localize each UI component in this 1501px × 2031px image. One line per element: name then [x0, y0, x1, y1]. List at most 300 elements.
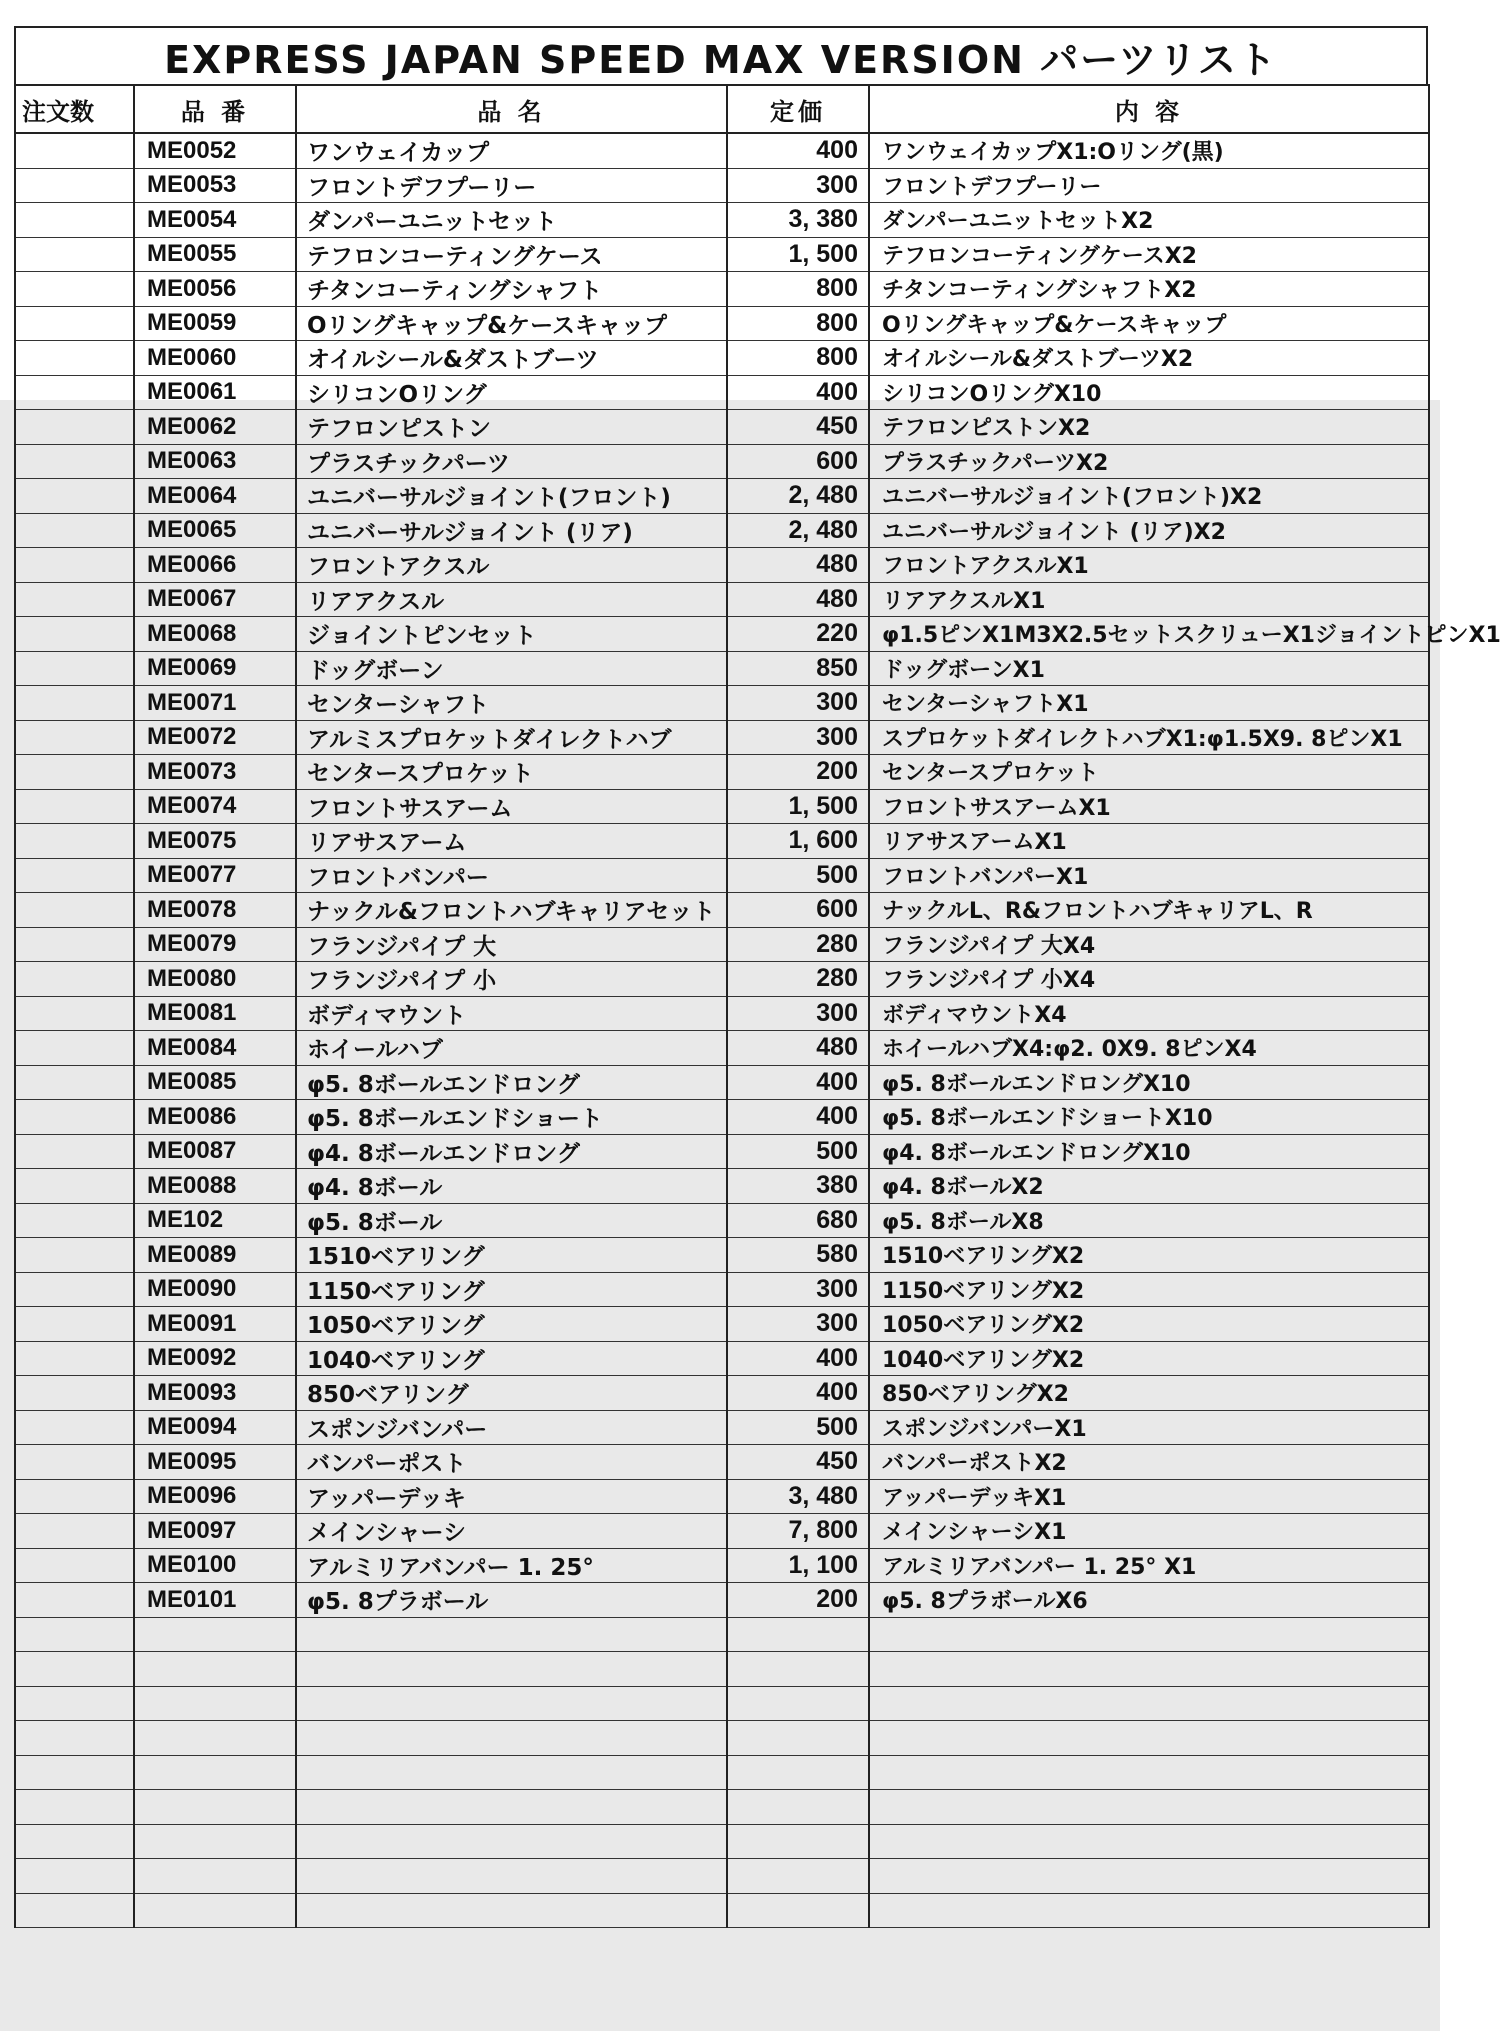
part-name-cell: ホイールハブ	[296, 1031, 727, 1066]
part-number-cell: ME0085	[134, 1065, 296, 1100]
order-qty-cell[interactable]	[15, 444, 134, 479]
part-number-cell: ME0091	[134, 1307, 296, 1342]
part-name-cell: ユニバーサルジョイント (リア)	[296, 513, 727, 548]
header-part-name: 品 名	[296, 85, 727, 133]
part-number-cell: ME0092	[134, 1341, 296, 1376]
contents-cell	[869, 1859, 1429, 1894]
contents-cell: テフロンピストンX2	[869, 410, 1429, 445]
table-row	[15, 1859, 1429, 1894]
part-name-cell: アルミリアバンパー 1. 25°	[296, 1548, 727, 1583]
part-name-cell: チタンコーティングシャフト	[296, 272, 727, 307]
price-cell	[727, 1893, 869, 1928]
table-row	[15, 1548, 1429, 1583]
contents-cell: オイルシール&ダストブーツX2	[869, 341, 1429, 376]
table-row	[15, 548, 1429, 583]
part-number-cell: ME0067	[134, 582, 296, 617]
contents-cell: Oリングキャップ&ケースキャップ	[869, 306, 1429, 341]
part-name-cell: ジョイントピンセット	[296, 617, 727, 652]
part-name-cell: アルミスプロケットダイレクトハブ	[296, 720, 727, 755]
order-qty-cell[interactable]	[15, 1134, 134, 1169]
part-name-cell: フロントバンパー	[296, 858, 727, 893]
order-qty-cell[interactable]	[15, 133, 134, 168]
contents-cell: 850ベアリングX2	[869, 1376, 1429, 1411]
price-cell	[727, 1617, 869, 1652]
title-bar	[14, 26, 1428, 84]
order-qty-cell[interactable]	[15, 1755, 134, 1790]
order-qty-cell[interactable]	[15, 237, 134, 272]
contents-cell: アッパーデッキX1	[869, 1479, 1429, 1514]
part-name-cell	[296, 1755, 727, 1790]
part-name-cell: シリコンOリング	[296, 375, 727, 410]
part-number-cell: ME0072	[134, 720, 296, 755]
part-name-cell	[296, 1617, 727, 1652]
price-cell: 500	[727, 1134, 869, 1169]
table-row	[15, 720, 1429, 755]
part-name-cell: φ5. 8ボール	[296, 1203, 727, 1238]
contents-cell: φ5. 8ボールX8	[869, 1203, 1429, 1238]
part-number-cell: ME0059	[134, 306, 296, 341]
part-number-cell: ME0100	[134, 1548, 296, 1583]
price-cell	[727, 1790, 869, 1825]
contents-cell: ワンウェイカップX1:Oリング(黒)	[869, 133, 1429, 168]
contents-cell: ダンパーユニットセットX2	[869, 203, 1429, 238]
part-name-cell: センターシャフト	[296, 686, 727, 721]
contents-cell: センタースプロケット	[869, 755, 1429, 790]
price-cell	[727, 1721, 869, 1756]
price-cell: 450	[727, 410, 869, 445]
parts-list-sheet	[14, 26, 1501, 1928]
part-name-cell: フロントデフプーリー	[296, 168, 727, 203]
table-row	[15, 927, 1429, 962]
order-qty-cell[interactable]	[15, 1514, 134, 1549]
price-cell: 300	[727, 1272, 869, 1307]
order-qty-cell[interactable]	[15, 996, 134, 1031]
order-qty-cell[interactable]	[15, 789, 134, 824]
price-cell: 500	[727, 858, 869, 893]
part-name-cell: リアアクスル	[296, 582, 727, 617]
order-qty-cell[interactable]	[15, 893, 134, 928]
part-name-cell: ボディマウント	[296, 996, 727, 1031]
contents-cell	[869, 1721, 1429, 1756]
order-qty-cell[interactable]	[15, 306, 134, 341]
price-cell	[727, 1824, 869, 1859]
table-row	[15, 341, 1429, 376]
part-name-cell: φ4. 8ボールエンドロング	[296, 1134, 727, 1169]
header-row	[15, 85, 1429, 133]
contents-cell	[869, 1893, 1429, 1928]
price-cell: 580	[727, 1238, 869, 1273]
part-number-cell: ME0056	[134, 272, 296, 307]
contents-cell: φ5. 8ボールエンドショートX10	[869, 1100, 1429, 1135]
part-name-cell: アッパーデッキ	[296, 1479, 727, 1514]
price-cell: 200	[727, 1583, 869, 1618]
part-number-cell: ME0079	[134, 927, 296, 962]
part-number-cell: ME0086	[134, 1100, 296, 1135]
part-number-cell: ME0097	[134, 1514, 296, 1549]
contents-cell	[869, 1652, 1429, 1687]
order-qty-cell[interactable]	[15, 927, 134, 962]
table-row	[15, 1479, 1429, 1514]
contents-cell: ホイールハブX4:φ2. 0X9. 8ピンX4	[869, 1031, 1429, 1066]
order-qty-cell[interactable]	[15, 341, 134, 376]
order-qty-cell[interactable]	[15, 1065, 134, 1100]
part-number-cell	[134, 1824, 296, 1859]
contents-cell: ドッグボーンX1	[869, 651, 1429, 686]
part-name-cell: オイルシール&ダストブーツ	[296, 341, 727, 376]
table-row	[15, 1721, 1429, 1756]
order-qty-cell[interactable]	[15, 410, 134, 445]
price-cell: 600	[727, 893, 869, 928]
price-cell: 480	[727, 548, 869, 583]
order-qty-cell[interactable]	[15, 168, 134, 203]
contents-cell: ユニバーサルジョイント (リア)X2	[869, 513, 1429, 548]
table-row	[15, 1445, 1429, 1480]
part-name-cell	[296, 1790, 727, 1825]
price-cell: 2, 480	[727, 513, 869, 548]
table-row	[15, 479, 1429, 514]
table-row	[15, 1203, 1429, 1238]
table-row	[15, 858, 1429, 893]
order-qty-cell[interactable]	[15, 1169, 134, 1204]
part-number-cell: ME0089	[134, 1238, 296, 1273]
part-name-cell: 850ベアリング	[296, 1376, 727, 1411]
contents-cell	[869, 1755, 1429, 1790]
part-name-cell: テフロンピストン	[296, 410, 727, 445]
price-cell: 400	[727, 1100, 869, 1135]
part-number-cell: ME0054	[134, 203, 296, 238]
order-qty-cell[interactable]	[15, 651, 134, 686]
table-row	[15, 1031, 1429, 1066]
order-qty-cell[interactable]	[15, 617, 134, 652]
part-name-cell: ワンウェイカップ	[296, 133, 727, 168]
price-cell: 500	[727, 1410, 869, 1445]
part-name-cell: ユニバーサルジョイント(フロント)	[296, 479, 727, 514]
table-row	[15, 444, 1429, 479]
part-number-cell: ME0095	[134, 1445, 296, 1480]
table-row	[15, 237, 1429, 272]
table-row	[15, 1893, 1429, 1928]
parts-table	[14, 84, 1501, 1928]
table-row	[15, 789, 1429, 824]
part-name-cell: センタースプロケット	[296, 755, 727, 790]
table-row	[15, 513, 1429, 548]
part-number-cell	[134, 1686, 296, 1721]
contents-cell: チタンコーティングシャフトX2	[869, 272, 1429, 307]
part-name-cell: 1150ベアリング	[296, 1272, 727, 1307]
part-number-cell: ME0061	[134, 375, 296, 410]
order-qty-cell[interactable]	[15, 513, 134, 548]
price-cell: 480	[727, 1031, 869, 1066]
part-number-cell: ME0075	[134, 824, 296, 859]
table-row	[15, 1790, 1429, 1825]
price-cell: 7, 800	[727, 1514, 869, 1549]
order-qty-cell[interactable]	[15, 272, 134, 307]
table-row	[15, 1652, 1429, 1687]
part-number-cell: ME0060	[134, 341, 296, 376]
order-qty-cell[interactable]	[15, 548, 134, 583]
part-number-cell	[134, 1893, 296, 1928]
price-cell: 380	[727, 1169, 869, 1204]
price-cell: 300	[727, 996, 869, 1031]
contents-cell	[869, 1824, 1429, 1859]
contents-cell: 1040ベアリングX2	[869, 1341, 1429, 1376]
order-qty-cell[interactable]	[15, 375, 134, 410]
table-row	[15, 1376, 1429, 1411]
part-number-cell: ME0087	[134, 1134, 296, 1169]
part-number-cell: ME102	[134, 1203, 296, 1238]
part-number-cell	[134, 1617, 296, 1652]
order-qty-cell[interactable]	[15, 203, 134, 238]
order-qty-cell[interactable]	[15, 1341, 134, 1376]
table-row	[15, 893, 1429, 928]
header-order-qty: 注文数	[15, 85, 134, 133]
part-number-cell: ME0053	[134, 168, 296, 203]
part-number-cell: ME0071	[134, 686, 296, 721]
order-qty-cell[interactable]	[15, 1893, 134, 1928]
price-cell: 2, 480	[727, 479, 869, 514]
price-cell: 300	[727, 720, 869, 755]
price-cell: 680	[727, 1203, 869, 1238]
table-row	[15, 375, 1429, 410]
table-row	[15, 1824, 1429, 1859]
table-row	[15, 996, 1429, 1031]
contents-cell: テフロンコーティングケースX2	[869, 237, 1429, 272]
part-number-cell: ME0064	[134, 479, 296, 514]
price-cell: 280	[727, 962, 869, 997]
table-row	[15, 306, 1429, 341]
order-qty-cell[interactable]	[15, 1790, 134, 1825]
table-row	[15, 1100, 1429, 1135]
part-name-cell: フロントアクスル	[296, 548, 727, 583]
part-name-cell	[296, 1824, 727, 1859]
price-cell: 800	[727, 341, 869, 376]
order-qty-cell[interactable]	[15, 1410, 134, 1445]
table-row	[15, 203, 1429, 238]
table-row	[15, 1410, 1429, 1445]
table-row	[15, 1134, 1429, 1169]
price-cell: 3, 380	[727, 203, 869, 238]
contents-cell: シリコンOリングX10	[869, 375, 1429, 410]
contents-cell: フロントアクスルX1	[869, 548, 1429, 583]
order-qty-cell[interactable]	[15, 1100, 134, 1135]
order-qty-cell[interactable]	[15, 1548, 134, 1583]
contents-cell: フロントバンパーX1	[869, 858, 1429, 893]
table-row	[15, 617, 1429, 652]
part-name-cell	[296, 1859, 727, 1894]
price-cell	[727, 1859, 869, 1894]
part-name-cell: 1050ベアリング	[296, 1307, 727, 1342]
header-part-number: 品 番	[134, 85, 296, 133]
header-contents: 内 容	[869, 85, 1429, 133]
part-number-cell: ME0074	[134, 789, 296, 824]
part-number-cell: ME0073	[134, 755, 296, 790]
table-row	[15, 1617, 1429, 1652]
contents-cell: 1510ベアリングX2	[869, 1238, 1429, 1273]
part-number-cell: ME0094	[134, 1410, 296, 1445]
contents-cell: ユニバーサルジョイント(フロント)X2	[869, 479, 1429, 514]
table-row	[15, 582, 1429, 617]
price-cell: 400	[727, 375, 869, 410]
part-name-cell: 1040ベアリング	[296, 1341, 727, 1376]
part-name-cell: リアサスアーム	[296, 824, 727, 859]
part-number-cell	[134, 1790, 296, 1825]
order-qty-cell[interactable]	[15, 720, 134, 755]
order-qty-cell[interactable]	[15, 1272, 134, 1307]
part-name-cell	[296, 1652, 727, 1687]
table-row	[15, 1755, 1429, 1790]
part-number-cell: ME0063	[134, 444, 296, 479]
contents-cell: リアアクスルX1	[869, 582, 1429, 617]
order-qty-cell[interactable]	[15, 824, 134, 859]
price-cell: 200	[727, 755, 869, 790]
table-row	[15, 1272, 1429, 1307]
order-qty-cell[interactable]	[15, 1721, 134, 1756]
order-qty-cell[interactable]	[15, 1376, 134, 1411]
contents-cell: φ4. 8ボールエンドロングX10	[869, 1134, 1429, 1169]
contents-cell: フランジパイプ 大X4	[869, 927, 1429, 962]
part-number-cell: ME0065	[134, 513, 296, 548]
order-qty-cell[interactable]	[15, 1686, 134, 1721]
contents-cell: スプロケットダイレクトハブX1:φ1.5X9. 8ピンX1	[869, 720, 1429, 755]
order-qty-cell[interactable]	[15, 1652, 134, 1687]
order-qty-cell[interactable]	[15, 1583, 134, 1618]
table-row	[15, 1583, 1429, 1618]
table-row	[15, 1514, 1429, 1549]
price-cell: 400	[727, 1065, 869, 1100]
contents-cell: アルミリアバンパー 1. 25° X1	[869, 1548, 1429, 1583]
part-number-cell: ME0090	[134, 1272, 296, 1307]
order-qty-cell[interactable]	[15, 1824, 134, 1859]
contents-cell: スポンジバンパーX1	[869, 1410, 1429, 1445]
price-cell: 800	[727, 306, 869, 341]
price-cell: 800	[727, 272, 869, 307]
part-name-cell: ダンパーユニットセット	[296, 203, 727, 238]
contents-cell: φ4. 8ボールX2	[869, 1169, 1429, 1204]
part-name-cell	[296, 1893, 727, 1928]
part-name-cell: プラスチックパーツ	[296, 444, 727, 479]
part-number-cell	[134, 1652, 296, 1687]
price-cell: 400	[727, 133, 869, 168]
contents-cell: フロントデフプーリー	[869, 168, 1429, 203]
part-number-cell: ME0055	[134, 237, 296, 272]
price-cell: 280	[727, 927, 869, 962]
part-number-cell: ME0081	[134, 996, 296, 1031]
order-qty-cell[interactable]	[15, 686, 134, 721]
contents-cell: フロントサスアームX1	[869, 789, 1429, 824]
part-name-cell: フランジパイプ 小	[296, 962, 727, 997]
part-name-cell: φ5. 8ボールエンドショート	[296, 1100, 727, 1135]
contents-cell	[869, 1686, 1429, 1721]
table-row	[15, 1065, 1429, 1100]
contents-cell: φ1.5ピンX1M3X2.5セットスクリューX1ジョイントピンX1	[869, 617, 1429, 652]
part-name-cell: φ4. 8ボール	[296, 1169, 727, 1204]
part-name-cell: Oリングキャップ&ケースキャップ	[296, 306, 727, 341]
part-name-cell: ナックル&フロントハブキャリアセット	[296, 893, 727, 928]
price-cell: 300	[727, 1307, 869, 1342]
price-cell: 480	[727, 582, 869, 617]
table-row	[15, 168, 1429, 203]
table-row	[15, 651, 1429, 686]
order-qty-cell[interactable]	[15, 1203, 134, 1238]
part-name-cell: スポンジバンパー	[296, 1410, 727, 1445]
contents-cell: センターシャフトX1	[869, 686, 1429, 721]
part-name-cell: φ5. 8ボールエンドロング	[296, 1065, 727, 1100]
part-number-cell	[134, 1721, 296, 1756]
table-row	[15, 1686, 1429, 1721]
header-price: 定価	[727, 85, 869, 133]
table-row	[15, 824, 1429, 859]
contents-cell: メインシャーシX1	[869, 1514, 1429, 1549]
price-cell: 300	[727, 686, 869, 721]
order-qty-cell[interactable]	[15, 479, 134, 514]
part-number-cell	[134, 1755, 296, 1790]
part-number-cell: ME0066	[134, 548, 296, 583]
contents-cell: プラスチックパーツX2	[869, 444, 1429, 479]
order-qty-cell[interactable]	[15, 1445, 134, 1480]
table-row	[15, 1341, 1429, 1376]
order-qty-cell[interactable]	[15, 1617, 134, 1652]
price-cell: 400	[727, 1376, 869, 1411]
part-number-cell: ME0101	[134, 1583, 296, 1618]
price-cell: 1, 100	[727, 1548, 869, 1583]
price-cell: 1, 500	[727, 237, 869, 272]
part-number-cell: ME0093	[134, 1376, 296, 1411]
price-cell: 400	[727, 1341, 869, 1376]
part-name-cell: バンパーポスト	[296, 1445, 727, 1480]
table-row	[15, 962, 1429, 997]
table-row	[15, 1238, 1429, 1273]
part-number-cell: ME0077	[134, 858, 296, 893]
price-cell	[727, 1755, 869, 1790]
table-row	[15, 686, 1429, 721]
price-cell: 1, 600	[727, 824, 869, 859]
contents-cell: フランジパイプ 小X4	[869, 962, 1429, 997]
price-cell: 1, 500	[727, 789, 869, 824]
part-number-cell: ME0078	[134, 893, 296, 928]
part-number-cell: ME0062	[134, 410, 296, 445]
order-qty-cell[interactable]	[15, 962, 134, 997]
part-number-cell: ME0068	[134, 617, 296, 652]
order-qty-cell[interactable]	[15, 858, 134, 893]
order-qty-cell[interactable]	[15, 582, 134, 617]
part-name-cell: φ5. 8プラボール	[296, 1583, 727, 1618]
order-qty-cell[interactable]	[15, 1031, 134, 1066]
part-number-cell: ME0096	[134, 1479, 296, 1514]
order-qty-cell[interactable]	[15, 1479, 134, 1514]
price-cell: 450	[727, 1445, 869, 1480]
contents-cell: φ5. 8プラボールX6	[869, 1583, 1429, 1618]
part-name-cell: 1510ベアリング	[296, 1238, 727, 1273]
order-qty-cell[interactable]	[15, 755, 134, 790]
table-row	[15, 133, 1429, 168]
table-row	[15, 755, 1429, 790]
contents-cell: φ5. 8ボールエンドロングX10	[869, 1065, 1429, 1100]
table-row	[15, 1307, 1429, 1342]
contents-cell	[869, 1790, 1429, 1825]
order-qty-cell[interactable]	[15, 1238, 134, 1273]
table-row	[15, 272, 1429, 307]
price-cell	[727, 1686, 869, 1721]
contents-cell: バンパーポストX2	[869, 1445, 1429, 1480]
part-name-cell: フロントサスアーム	[296, 789, 727, 824]
order-qty-cell[interactable]	[15, 1859, 134, 1894]
part-name-cell: ドッグボーン	[296, 651, 727, 686]
order-qty-cell[interactable]	[15, 1307, 134, 1342]
table-row	[15, 1169, 1429, 1204]
part-name-cell	[296, 1686, 727, 1721]
part-name-cell: フランジパイプ 大	[296, 927, 727, 962]
part-name-cell: テフロンコーティングケース	[296, 237, 727, 272]
